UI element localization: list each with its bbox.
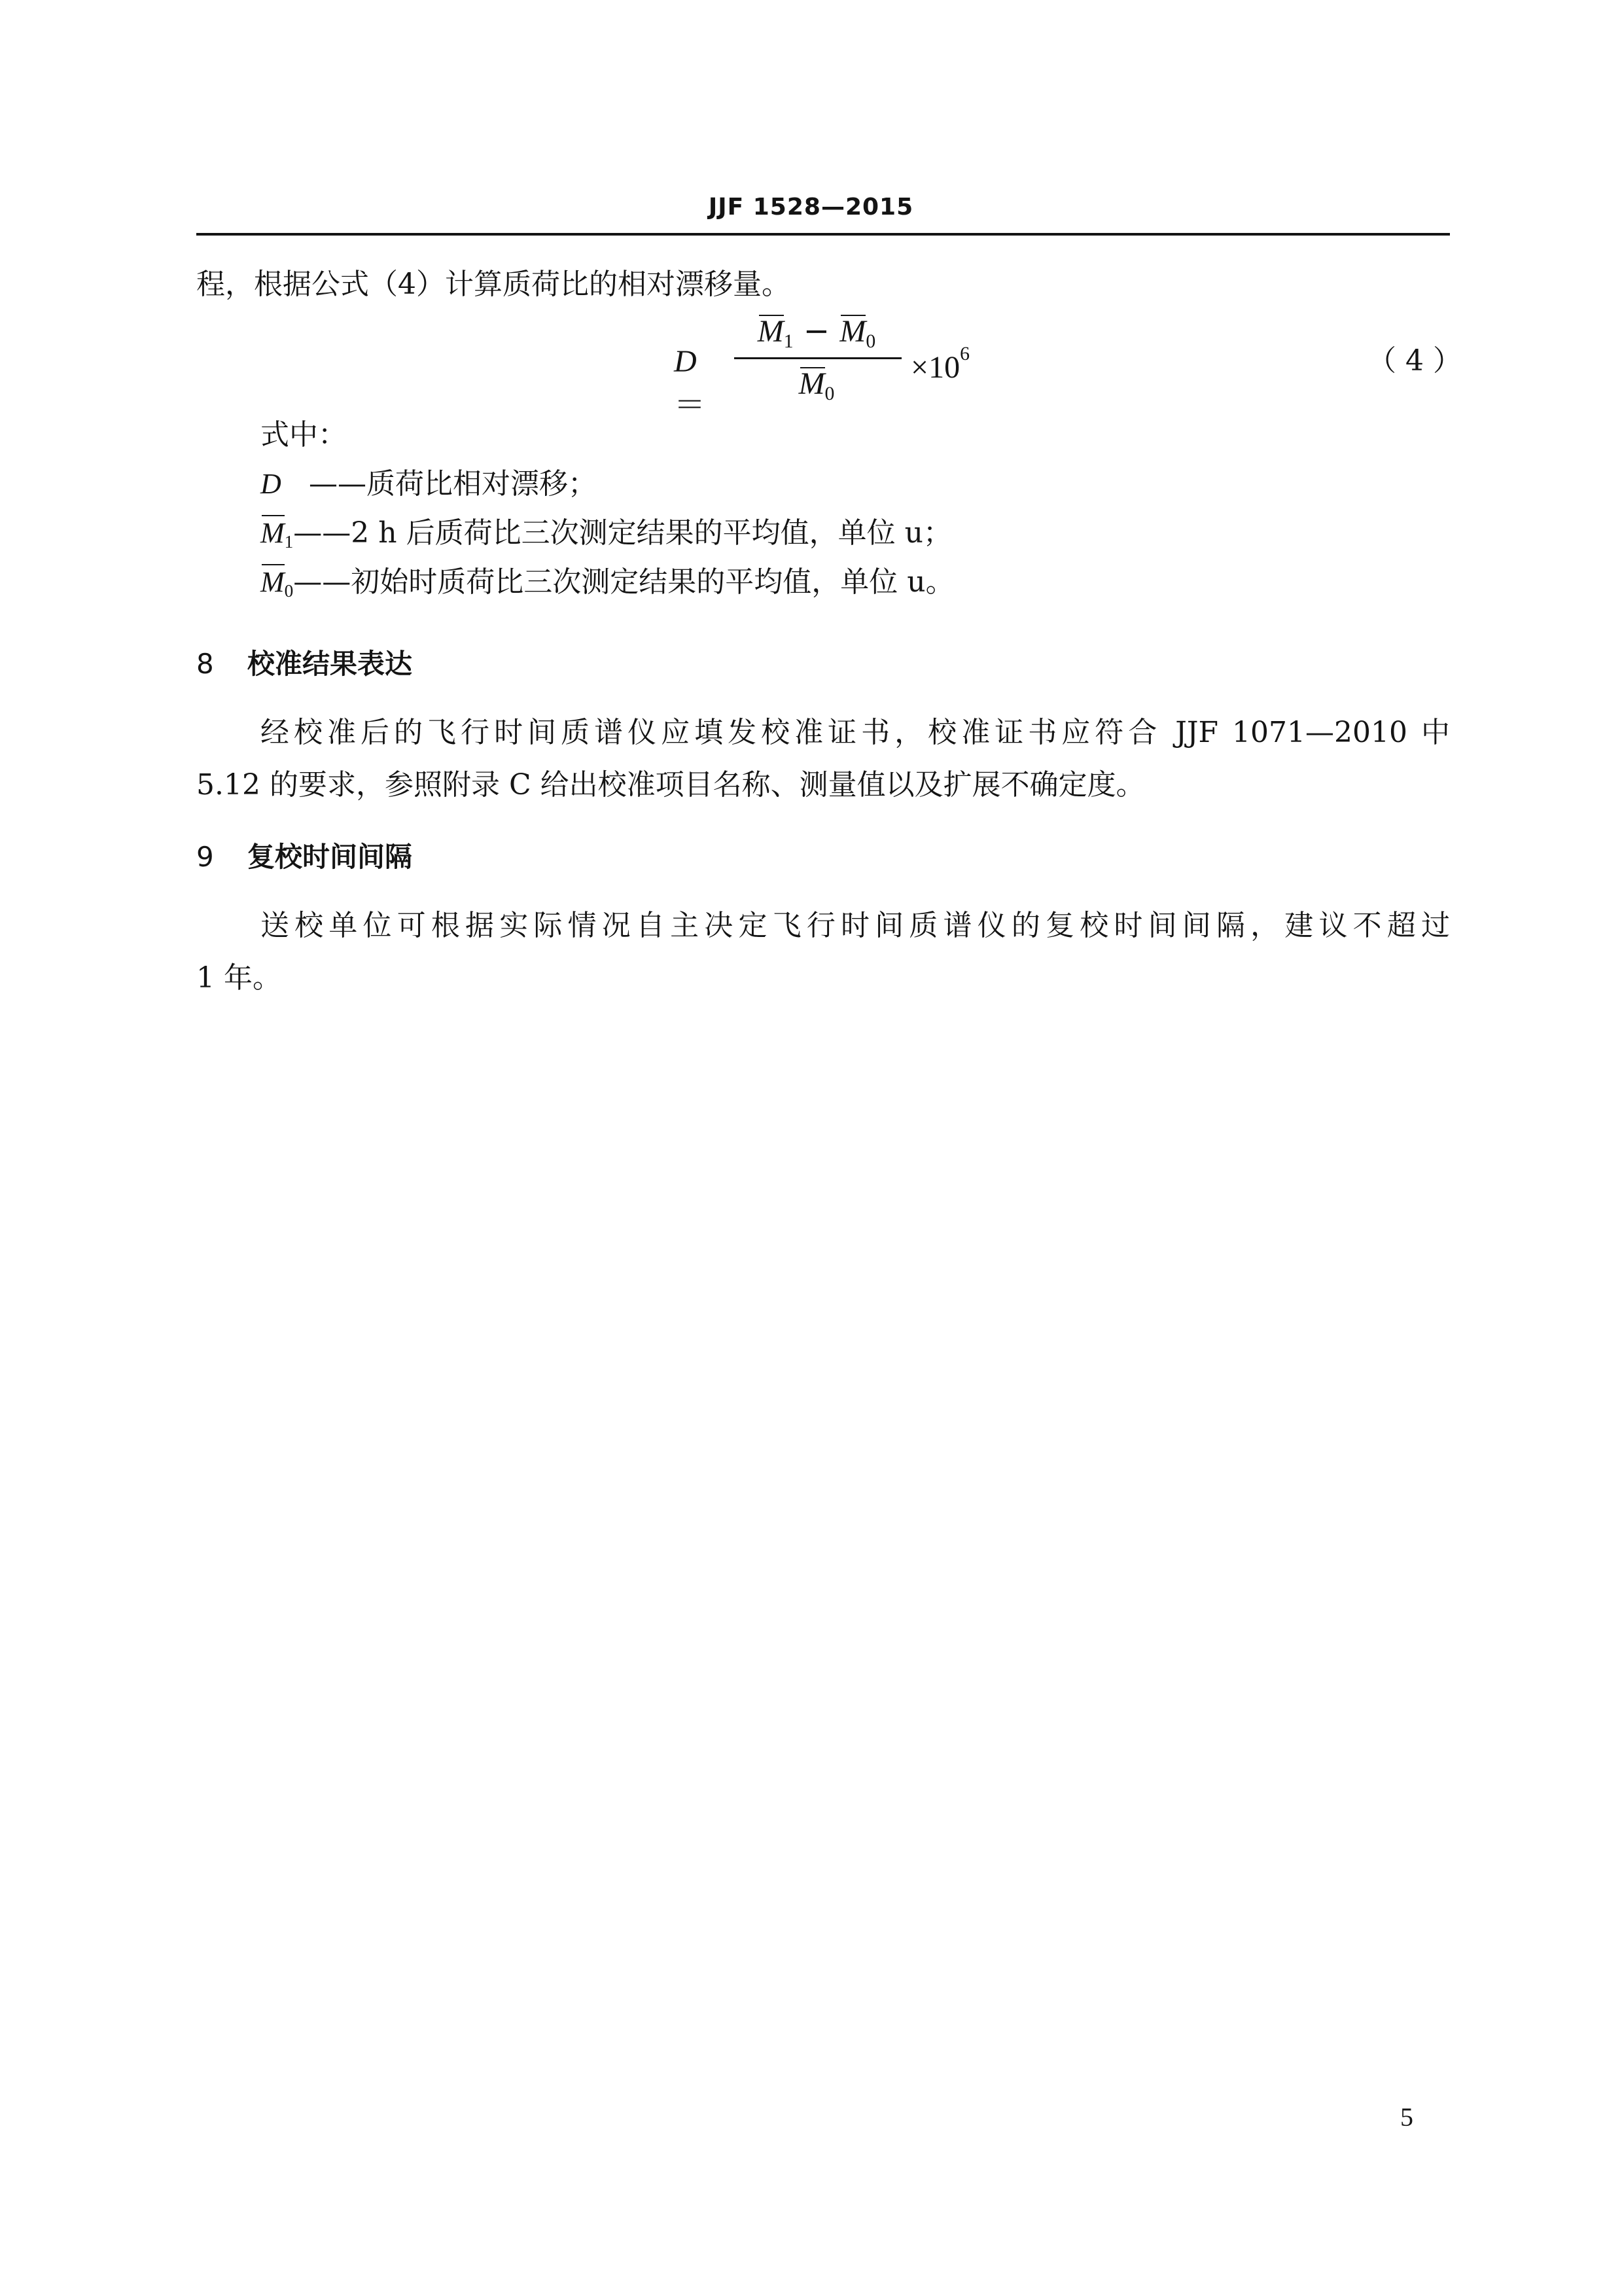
section-9-line-2: 1 年。: [196, 961, 281, 995]
definition-row: [260, 465, 597, 512]
equation-numerator: $M_1 - M_0$: [757, 313, 876, 352]
page-number: 5: [1400, 2102, 1413, 2132]
definition-symbol: M: [260, 563, 285, 602]
document-header-code: JJF 1528—2015: [708, 194, 914, 221]
header-rule: [196, 233, 1450, 236]
section-8-line-1: 经校准后的飞行时间质谱仪应填发校准证书，校准证书应符合 JJF 1071—2010 中: [260, 716, 1450, 749]
fraction-bar: [734, 357, 902, 359]
definition-symbol: M: [260, 514, 285, 553]
definition-row: $M_0——$初始时质荷比三次测定结果的平均值，单位 u。: [260, 563, 955, 610]
definition-dash: ——: [309, 467, 366, 501]
definition-symbol: D: [260, 468, 281, 500]
intro-line: 程，根据公式（4）计算质荷比的相对漂移量。: [196, 268, 790, 301]
section-8-line-2: 5.12 的要求，参照附录 C 给出校准项目名称、测量值以及扩展不确定度。: [196, 768, 1145, 802]
where-label: 式中：: [260, 418, 347, 451]
definition-text: 2 h 后质荷比三次测定结果的平均值，单位 u；: [351, 516, 952, 550]
section-heading-9: 9 复校时间间隔: [196, 841, 413, 873]
definition-dash: ——: [293, 565, 351, 599]
section-heading-8: 8 校准结果表达: [196, 648, 413, 680]
section-9-line-1: 送校单位可根据实际情况自主决定飞行时间质谱仪的复校时间间隔，建议不超过: [260, 909, 1450, 942]
definition-row: $M_1——2$ h 后质荷比三次测定结果的平均值，单位 u；: [260, 514, 952, 561]
equation-lhs: D＝: [674, 344, 706, 423]
definition-dash: ——: [293, 516, 351, 550]
definition-text: 质荷比相对漂移；: [366, 467, 597, 501]
equation-multiplier: $\times 10^6$: [911, 343, 970, 385]
definition-text: 初始时质荷比三次测定结果的平均值，单位 u。: [351, 565, 955, 599]
equation-number: （4）: [1367, 344, 1471, 378]
equation-denominator: $M_0$: [798, 366, 835, 404]
